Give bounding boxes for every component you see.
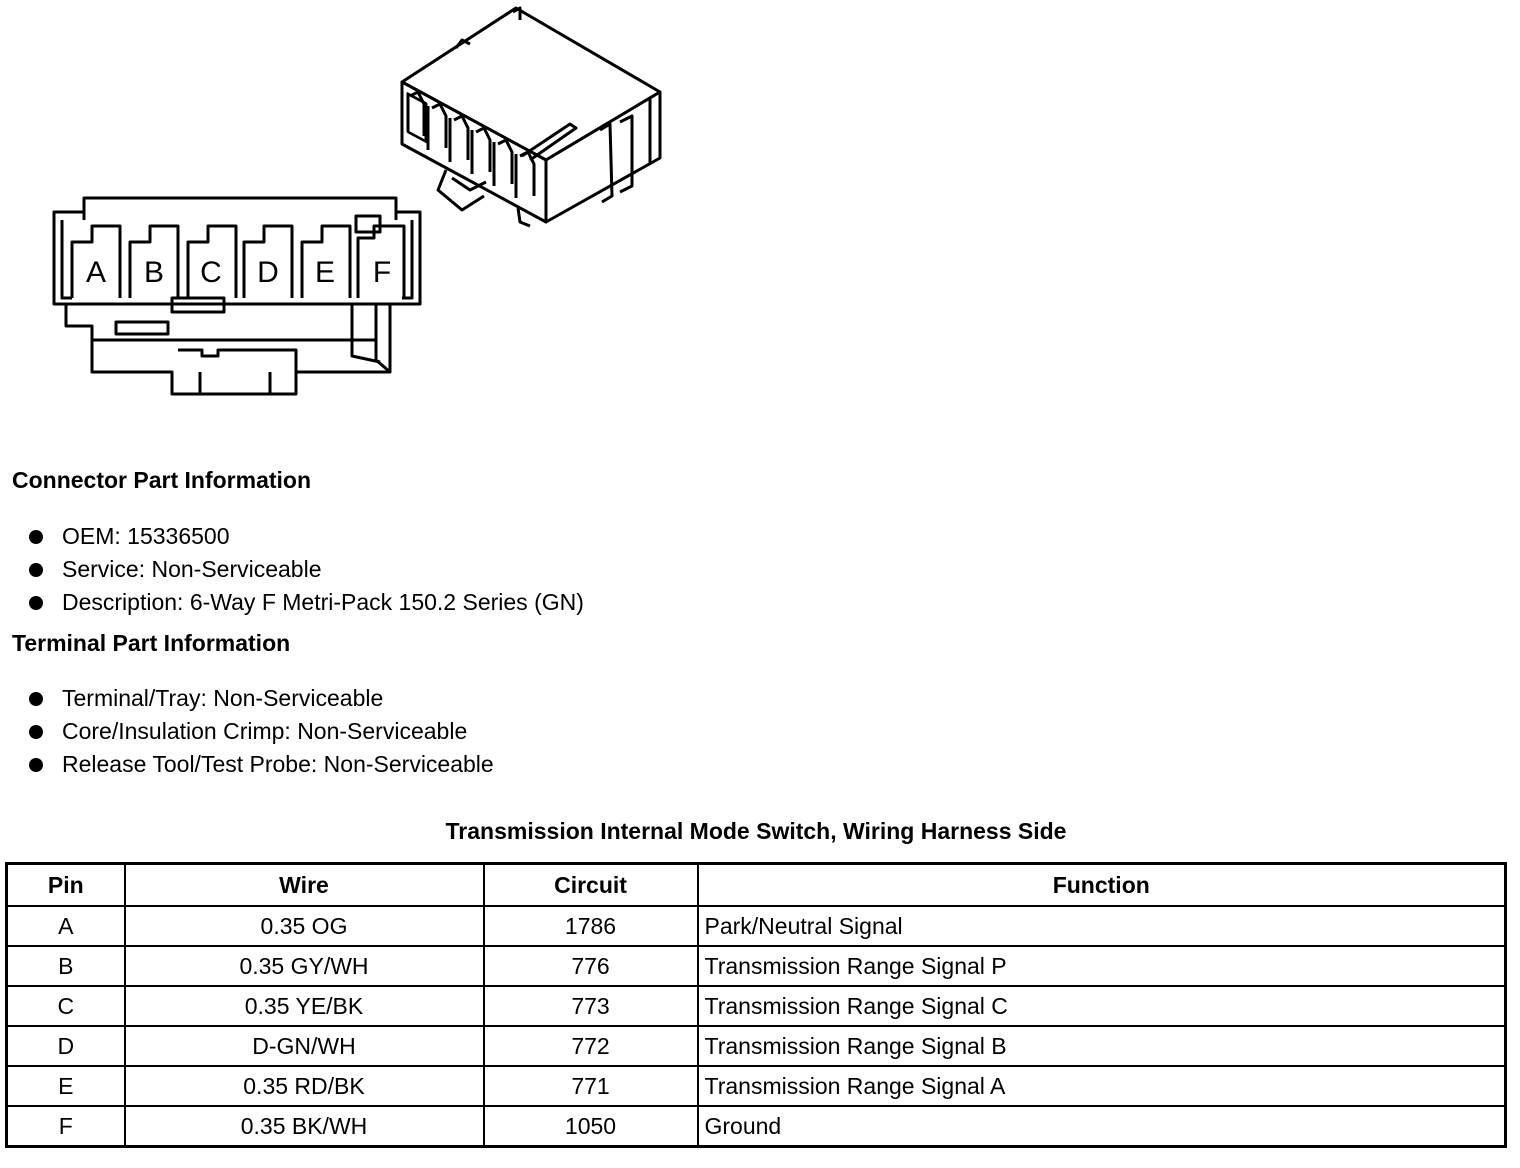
circuit-cell: 776 — [484, 946, 698, 986]
table-row — [7, 1066, 1506, 1106]
pin-cell: B — [7, 946, 125, 986]
list-item: Core/Insulation Crimp: Non-Serviceable — [28, 715, 494, 748]
list-item: OEM: 15336500 — [28, 520, 584, 553]
wire-cell: 0.35 GY/WH — [125, 946, 484, 986]
function-cell: Park/Neutral Signal — [698, 906, 1506, 946]
circuit-cell: 772 — [484, 1026, 698, 1066]
list-item: Description: 6-Way F Metri-Pack 150.2 Series (GN) — [28, 586, 584, 619]
pin-table — [5, 862, 1507, 1148]
function-cell: Transmission Range Signal A — [698, 1066, 1506, 1106]
pin-label: F — [372, 256, 392, 289]
column-header: Pin — [7, 864, 125, 907]
connector-isometric-drawing — [402, 8, 660, 226]
pin-label: D — [257, 256, 279, 289]
terminal-info-list — [28, 682, 494, 781]
wire-cell: 0.35 OG — [125, 906, 484, 946]
table-row — [7, 1106, 1506, 1147]
pin-label: C — [200, 256, 222, 289]
bullet-icon — [29, 563, 43, 577]
list-item: Service: Non-Serviceable — [28, 553, 584, 586]
connector-info-list — [28, 520, 584, 619]
wire-cell: 0.35 RD/BK — [125, 1066, 484, 1106]
circuit-cell: 1786 — [484, 906, 698, 946]
wire-cell: 0.35 BK/WH — [125, 1106, 484, 1147]
bullet-icon — [29, 692, 43, 706]
bullet-icon — [29, 530, 43, 544]
function-cell: Transmission Range Signal C — [698, 986, 1506, 1026]
bullet-icon — [29, 758, 43, 772]
circuit-cell: 771 — [484, 1066, 698, 1106]
wire-cell: D-GN/WH — [125, 1026, 484, 1066]
table-row — [7, 946, 1506, 986]
function-cell: Transmission Range Signal P — [698, 946, 1506, 986]
circuit-cell: 773 — [484, 986, 698, 1026]
function-cell: Transmission Range Signal B — [698, 1026, 1506, 1066]
list-item: Release Tool/Test Probe: Non-Serviceable — [28, 748, 494, 781]
connector-front-view — [54, 198, 420, 394]
pin-cell: F — [7, 1106, 125, 1147]
connector-illustration — [0, 0, 700, 410]
column-header: Circuit — [484, 864, 698, 907]
connector-info-heading: Connector Part Information — [12, 467, 312, 493]
table-row — [7, 1026, 1506, 1066]
pin-label: E — [314, 256, 336, 289]
bullet-icon — [29, 725, 43, 739]
column-header: Wire — [125, 864, 484, 907]
terminal-info-heading: Terminal Part Information — [12, 630, 291, 656]
bullet-icon — [29, 596, 43, 610]
table-header-row — [7, 864, 1506, 907]
table-title: Transmission Internal Mode Switch, Wiring Harness Side — [445, 818, 1067, 844]
pin-label: A — [85, 256, 107, 289]
table-row — [7, 986, 1506, 1026]
list-item: Terminal/Tray: Non-Serviceable — [28, 682, 494, 715]
pin-cell: A — [7, 906, 125, 946]
circuit-cell: 1050 — [484, 1106, 698, 1147]
column-header: Function — [698, 864, 1506, 907]
wire-cell: 0.35 YE/BK — [125, 986, 484, 1026]
function-cell: Ground — [698, 1106, 1506, 1147]
pin-cell: E — [7, 1066, 125, 1106]
pin-cell: D — [7, 1026, 125, 1066]
pin-cell: C — [7, 986, 125, 1026]
table-row — [7, 906, 1506, 946]
pin-label: B — [143, 256, 165, 289]
